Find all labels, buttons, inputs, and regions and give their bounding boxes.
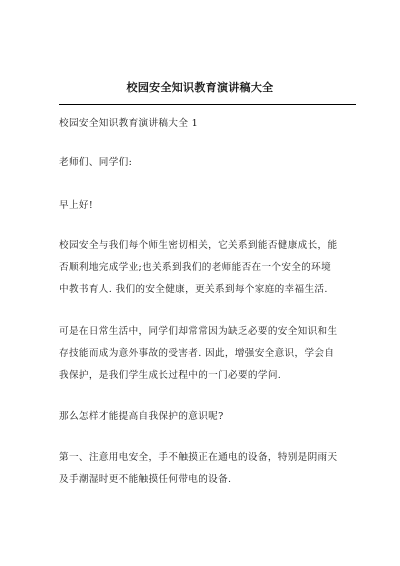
paragraph-line: 校园安全与我们每个师生密切相关，它关系到能否健康成长，能 <box>59 240 338 251</box>
question-line: 那么怎样才能提高自我保护的意识呢? <box>59 411 224 422</box>
greeting: 早上好! <box>59 200 94 211</box>
paragraph-line: 及手潮湿时更不能触摸任何带电的设备. <box>59 474 232 485</box>
paragraph-line: 可是在日常生活中，同学们却常常因为缺乏必要的安全知识和生 <box>59 326 338 337</box>
paragraph-line: 存技能而成为意外事故的受害者. 因此，增强安全意识，学会自 <box>59 348 335 359</box>
document-title: 校园安全知识教育演讲稿大全 <box>126 81 274 94</box>
paragraph-line: 我保护，是我们学生成长过程中的一门必要的学问. <box>59 370 282 381</box>
paragraph-line: 中教书育人. 我们的安全健康，更关系到每个家庭的幸福生活. <box>59 284 328 295</box>
title-divider <box>59 104 356 105</box>
salutation: 老师们、同学们: <box>59 157 133 168</box>
section-heading: 校园安全知识教育演讲稿大全 1 <box>59 118 199 129</box>
paragraph-line: 第一、注意用电安全，手不触摸正在通电的设备，特别是阴雨天 <box>59 452 338 463</box>
paragraph-line: 否顺利地完成学业;也关系到我们的老师能否在一个安全的环境 <box>59 262 332 273</box>
